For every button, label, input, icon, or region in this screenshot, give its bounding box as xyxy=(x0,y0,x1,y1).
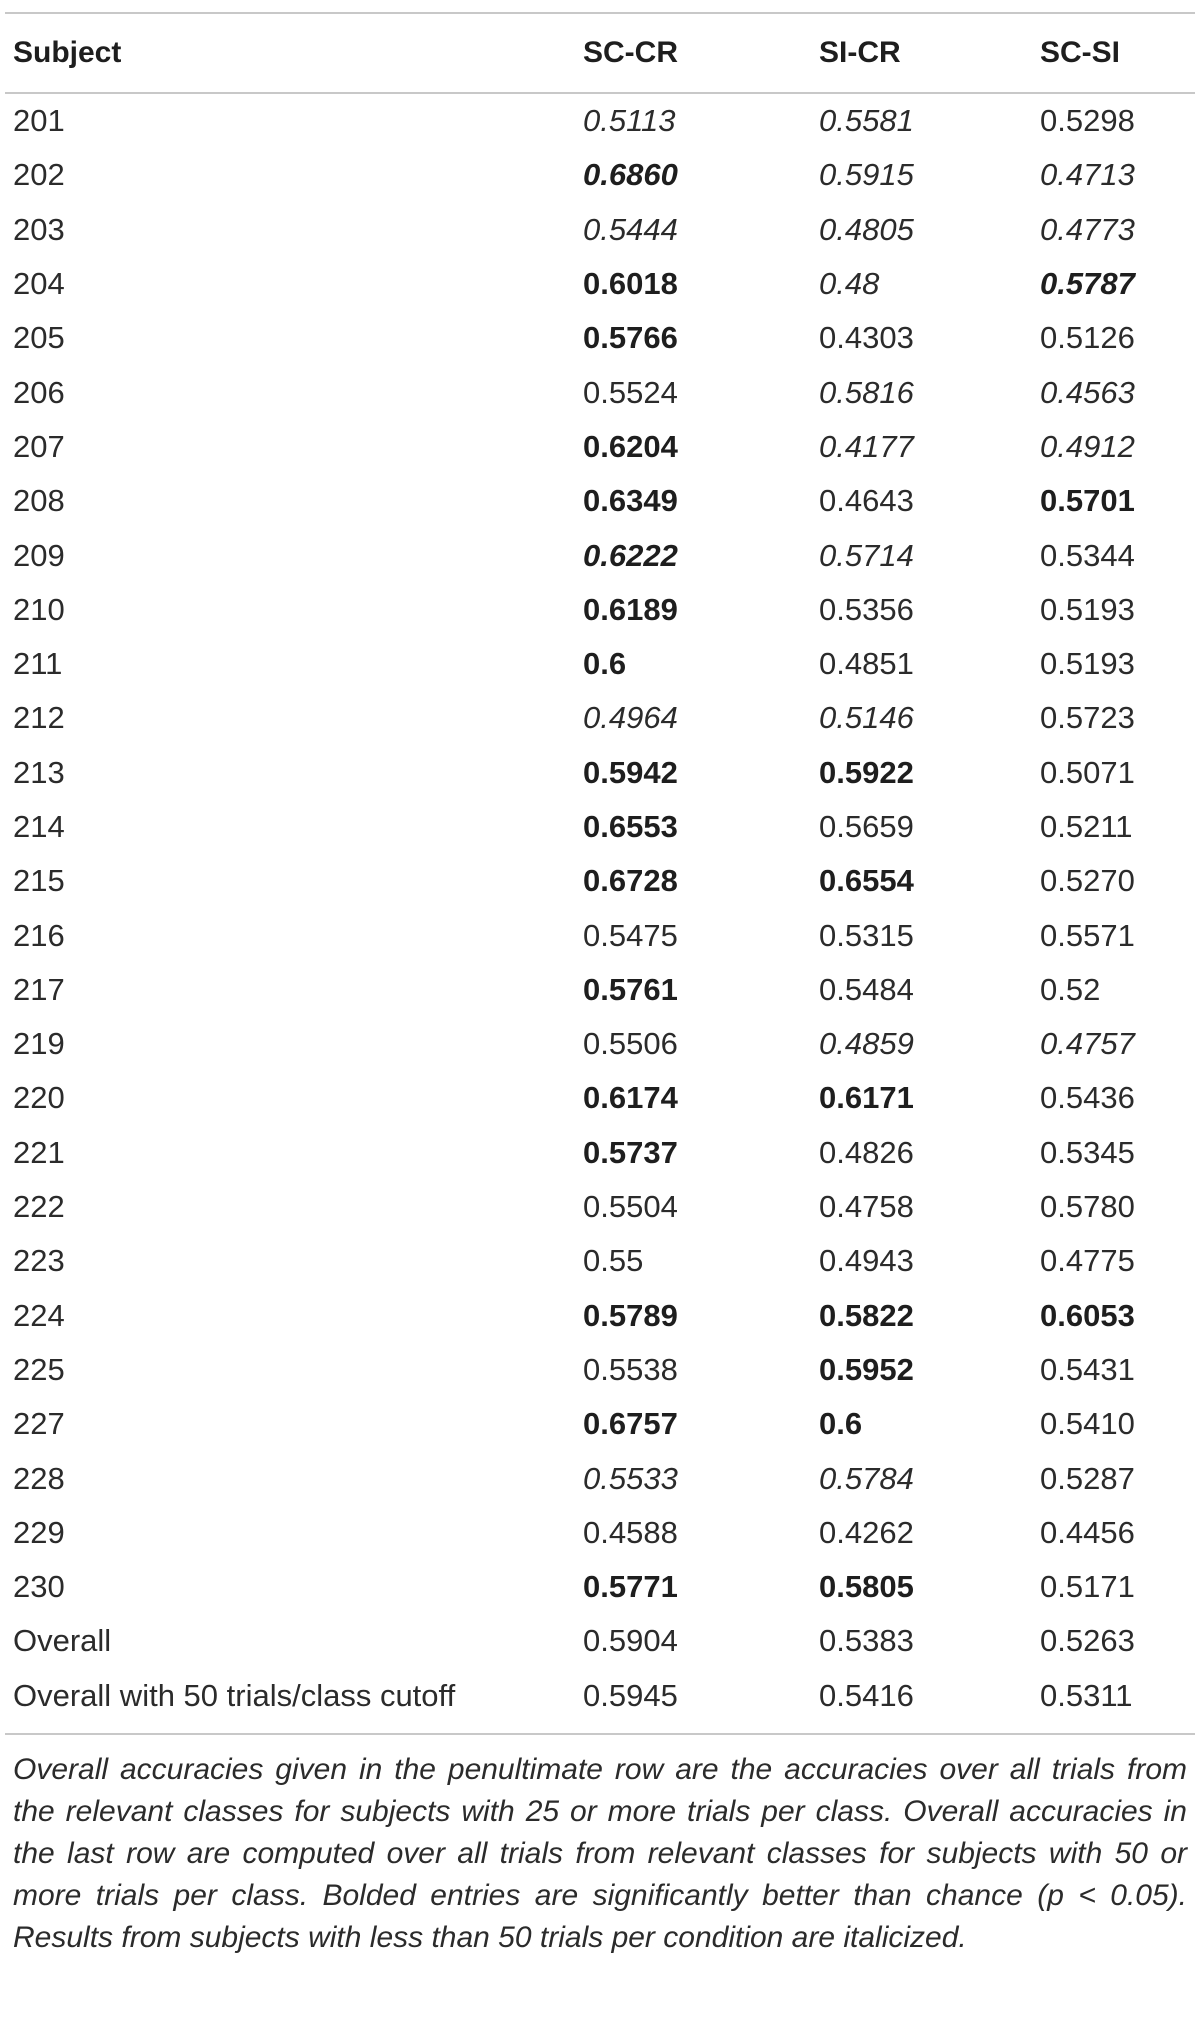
si-cr-cell: 0.5416 xyxy=(819,1677,914,1713)
sc-cr-cell: 0.6204 xyxy=(583,428,678,464)
subject-cell: Overall with 50 trials/class cutoff xyxy=(13,1677,456,1713)
sc-si-cell: 0.4773 xyxy=(1040,211,1135,247)
si-cr-cell: 0.5784 xyxy=(819,1460,914,1496)
si-cr-cell: 0.5315 xyxy=(819,917,914,953)
sc-si-cell: 0.5071 xyxy=(1040,754,1135,790)
sc-cr-cell: 0.5475 xyxy=(583,917,678,953)
table-row xyxy=(5,365,1195,419)
subject-cell: 215 xyxy=(13,863,65,899)
table-row xyxy=(5,1343,1195,1397)
subject-cell: 221 xyxy=(13,1134,65,1170)
table-row xyxy=(5,93,1195,148)
subject-cell: 213 xyxy=(13,754,65,790)
si-cr-cell: 0.5816 xyxy=(819,374,914,410)
subject-cell: 210 xyxy=(13,591,65,627)
si-cr-cell: 0.6171 xyxy=(819,1080,914,1116)
table-row xyxy=(5,1614,1195,1668)
subject-cell: 203 xyxy=(13,211,65,247)
header-row xyxy=(5,14,1195,93)
sc-cr-cell: 0.5113 xyxy=(583,103,676,139)
sc-si-cell: 0.5571 xyxy=(1040,917,1135,953)
sc-cr-cell: 0.5524 xyxy=(583,374,678,410)
sc-cr-cell: 0.4588 xyxy=(583,1514,678,1550)
si-cr-cell: 0.4859 xyxy=(819,1026,914,1062)
si-cr-cell: 0.6554 xyxy=(819,863,914,899)
sc-cr-cell: 0.6553 xyxy=(583,809,678,844)
si-cr-cell: 0.6 xyxy=(819,1406,863,1442)
table-row xyxy=(5,1451,1195,1505)
subject-cell: 217 xyxy=(13,971,65,1007)
sc-si-cell: 0.4563 xyxy=(1040,374,1135,410)
table-footnote: Overall accuracies given in the penultimate row are the accuracies over all trials from the relevant classes for subjects with 25 or more trials per class. Overall accuracies in the last row are computed over all trials from relevant classes for subjects with 50 or more trials per class. Bolded entries are significantly better than chance (p < 0.05). Results from subjects with less than 50 trials per condition are italicized. xyxy=(13,1752,1187,1954)
si-cr-cell: 0.5714 xyxy=(819,537,914,573)
subject-cell: 206 xyxy=(13,374,65,410)
subject-cell: 211 xyxy=(13,646,63,682)
table-row xyxy=(5,148,1195,202)
sc-si-cell: 0.5298 xyxy=(1040,103,1135,139)
sc-cr-cell: 0.6174 xyxy=(583,1080,678,1116)
si-cr-cell: 0.4262 xyxy=(819,1514,914,1550)
table-row xyxy=(5,1180,1195,1234)
sc-si-cell: 0.4456 xyxy=(1040,1514,1135,1550)
si-cr-cell: 0.5356 xyxy=(819,591,914,627)
sc-cr-cell: 0.6728 xyxy=(583,863,678,899)
sc-si-cell: 0.5287 xyxy=(1040,1460,1135,1496)
subject-cell: 202 xyxy=(13,157,65,193)
si-cr-cell: 0.4851 xyxy=(819,646,914,682)
table-body xyxy=(5,93,1195,1723)
table-row xyxy=(5,1397,1195,1451)
subject-cell: 212 xyxy=(13,700,65,736)
table-row xyxy=(5,474,1195,528)
sc-cr-cell: 0.6860 xyxy=(583,157,678,193)
sc-si-cell: 0.52 xyxy=(1040,971,1101,1007)
sc-si-cell: 0.5431 xyxy=(1040,1351,1135,1387)
table-row xyxy=(5,1506,1195,1560)
sc-si-cell: 0.5344 xyxy=(1040,537,1135,573)
table-row xyxy=(5,583,1195,637)
table-row xyxy=(5,1071,1195,1125)
sc-si-cell: 0.5436 xyxy=(1040,1080,1135,1116)
subject-cell: 222 xyxy=(13,1189,65,1225)
si-cr-cell: 0.4805 xyxy=(819,211,914,247)
header-si-cr: SI-CR xyxy=(787,14,1005,93)
sc-si-cell: 0.5787 xyxy=(1040,266,1135,302)
sc-si-cell: 0.5780 xyxy=(1040,1189,1135,1225)
table-row xyxy=(5,1126,1195,1180)
sc-cr-cell: 0.6349 xyxy=(583,483,678,519)
sc-cr-cell: 0.5506 xyxy=(583,1026,678,1062)
si-cr-cell: 0.5915 xyxy=(819,157,914,193)
subject-cell: 214 xyxy=(13,809,65,844)
table-row xyxy=(5,1017,1195,1071)
table-header xyxy=(5,14,1195,93)
table-row xyxy=(5,311,1195,365)
sc-cr-cell: 0.5766 xyxy=(583,320,678,356)
si-cr-cell: 0.5146 xyxy=(819,700,914,736)
si-cr-cell: 0.5659 xyxy=(819,809,914,844)
sc-cr-cell: 0.5789 xyxy=(583,1297,678,1333)
si-cr-cell: 0.4643 xyxy=(819,483,914,519)
sc-si-cell: 0.4912 xyxy=(1040,428,1135,464)
subject-cell: 209 xyxy=(13,537,65,573)
table-row xyxy=(5,420,1195,474)
table-row xyxy=(5,203,1195,257)
sc-si-cell: 0.5171 xyxy=(1040,1569,1135,1605)
table-row xyxy=(5,746,1195,800)
sc-cr-cell: 0.4964 xyxy=(583,700,678,736)
table-row xyxy=(5,854,1195,908)
sc-si-cell: 0.5126 xyxy=(1040,320,1135,356)
table-row xyxy=(5,963,1195,1017)
sc-cr-cell: 0.6018 xyxy=(583,266,678,302)
si-cr-cell: 0.4826 xyxy=(819,1134,914,1170)
sc-cr-cell: 0.5533 xyxy=(583,1460,678,1496)
sc-cr-cell: 0.6222 xyxy=(583,537,678,573)
table-row xyxy=(5,1234,1195,1288)
sc-si-cell: 0.5263 xyxy=(1040,1623,1135,1659)
sc-cr-cell: 0.5771 xyxy=(583,1569,678,1605)
si-cr-cell: 0.5383 xyxy=(819,1623,914,1659)
table-row xyxy=(5,637,1195,691)
table-row xyxy=(5,257,1195,311)
subject-cell: 216 xyxy=(13,917,65,953)
sc-cr-cell: 0.5444 xyxy=(583,211,678,247)
subject-cell: 227 xyxy=(13,1406,65,1442)
subject-cell: 220 xyxy=(13,1080,65,1116)
subject-cell: 225 xyxy=(13,1351,65,1387)
subject-cell: 208 xyxy=(13,483,65,519)
sc-si-cell: 0.6053 xyxy=(1040,1297,1135,1333)
subject-cell: 207 xyxy=(13,428,65,464)
table-row xyxy=(5,1289,1195,1343)
subject-cell: 201 xyxy=(13,103,65,139)
sc-cr-cell: 0.5942 xyxy=(583,754,678,790)
sc-si-cell: 0.5410 xyxy=(1040,1406,1135,1442)
table-row xyxy=(5,800,1195,854)
sc-si-cell: 0.4713 xyxy=(1040,157,1135,193)
sc-cr-cell: 0.5761 xyxy=(583,971,678,1007)
table-row xyxy=(5,1669,1195,1723)
sc-si-cell: 0.5270 xyxy=(1040,863,1135,899)
subject-cell: Overall xyxy=(13,1623,112,1659)
table-row xyxy=(5,1560,1195,1614)
subject-cell: 223 xyxy=(13,1243,65,1279)
header-subject: Subject xyxy=(5,14,567,93)
sc-si-cell: 0.5193 xyxy=(1040,591,1135,627)
sc-si-cell: 0.5211 xyxy=(1040,809,1133,844)
sc-si-cell: 0.4757 xyxy=(1040,1026,1135,1062)
sc-cr-cell: 0.5904 xyxy=(583,1623,678,1659)
subject-cell: 224 xyxy=(13,1297,65,1333)
sc-si-cell: 0.5701 xyxy=(1040,483,1135,519)
subject-cell: 219 xyxy=(13,1026,65,1062)
table-row xyxy=(5,908,1195,962)
sc-cr-cell: 0.6 xyxy=(583,646,627,682)
sc-cr-cell: 0.5737 xyxy=(583,1134,678,1170)
sc-si-cell: 0.5345 xyxy=(1040,1134,1135,1170)
si-cr-cell: 0.5822 xyxy=(819,1297,914,1333)
si-cr-cell: 0.5484 xyxy=(819,971,914,1007)
table-container xyxy=(5,12,1195,1959)
si-cr-cell: 0.4177 xyxy=(819,428,914,464)
sc-cr-cell: 0.5504 xyxy=(583,1189,678,1225)
si-cr-cell: 0.4758 xyxy=(819,1189,914,1225)
subject-cell: 205 xyxy=(13,320,65,356)
table-row xyxy=(5,528,1195,582)
header-sc-si: SC-SI xyxy=(1005,14,1195,93)
si-cr-cell: 0.4303 xyxy=(819,320,914,356)
sc-si-cell: 0.5723 xyxy=(1040,700,1135,736)
subject-cell: 228 xyxy=(13,1460,65,1496)
si-cr-cell: 0.5581 xyxy=(819,103,914,139)
subject-cell: 204 xyxy=(13,266,65,302)
subject-cell: 230 xyxy=(13,1569,65,1605)
sc-cr-cell: 0.5538 xyxy=(583,1351,678,1387)
sc-cr-cell: 0.6757 xyxy=(583,1406,678,1442)
si-cr-cell: 0.4943 xyxy=(819,1243,914,1279)
sc-cr-cell: 0.5945 xyxy=(583,1677,678,1713)
subject-cell: 229 xyxy=(13,1514,65,1550)
sc-cr-cell: 0.6189 xyxy=(583,591,678,627)
sc-si-cell: 0.4775 xyxy=(1040,1243,1135,1279)
sc-cr-cell: 0.55 xyxy=(583,1243,644,1279)
header-sc-cr: SC-CR xyxy=(567,14,787,93)
results-table xyxy=(5,14,1195,1723)
si-cr-cell: 0.5922 xyxy=(819,754,914,790)
sc-si-cell: 0.5311 xyxy=(1040,1677,1133,1713)
table-row xyxy=(5,691,1195,745)
sc-si-cell: 0.5193 xyxy=(1040,646,1135,682)
si-cr-cell: 0.48 xyxy=(819,266,880,302)
si-cr-cell: 0.5805 xyxy=(819,1569,914,1605)
si-cr-cell: 0.5952 xyxy=(819,1351,914,1387)
